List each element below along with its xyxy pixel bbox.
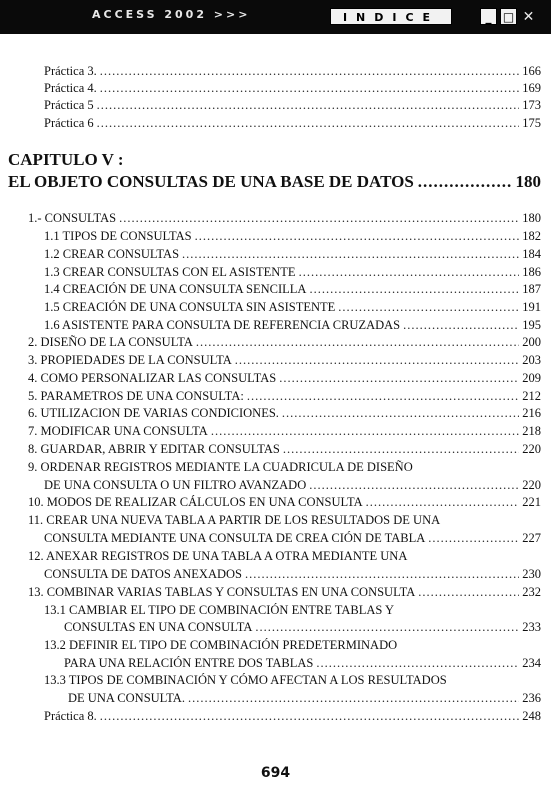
toc-page: 182	[522, 229, 541, 243]
toc-label: 2. DISEÑO DE LA CONSULTA	[28, 335, 193, 349]
toc-page: 234	[522, 656, 541, 670]
toc-entry	[44, 282, 541, 296]
indice-tab[interactable]: INDICE	[330, 8, 452, 25]
toc-entry	[28, 442, 541, 456]
leader-dots	[283, 442, 519, 456]
leader-dots	[245, 567, 519, 581]
toc-label: 7. MODIFICAR UNA CONSULTA	[28, 424, 208, 438]
toc-page: 248	[522, 709, 541, 723]
toc-entry	[28, 389, 541, 403]
toc-label: CONSULTAS EN UNA CONSULTA	[64, 620, 253, 634]
chapter-page: 180	[515, 172, 541, 191]
toc-page: 173	[522, 98, 541, 112]
toc-label: Práctica 3.	[44, 64, 97, 78]
toc-entry	[44, 265, 541, 279]
toc-label: Práctica 4.	[44, 81, 97, 95]
toc-page: 200	[522, 335, 541, 349]
leader-dots	[282, 406, 519, 420]
toc-label: 4. COMO PERSONALIZAR LAS CONSULTAS	[28, 371, 277, 385]
leader-dots	[418, 172, 512, 192]
leader-dots	[403, 318, 519, 332]
leader-dots	[247, 389, 519, 403]
toc-entry	[28, 495, 541, 509]
toc-entry-line1: 12. ANEXAR REGISTROS DE UNA TABLA A OTRA MEDIANTE UNA	[28, 549, 408, 563]
leader-dots	[97, 98, 520, 112]
toc-page: 212	[522, 389, 541, 403]
toc-entry	[64, 656, 541, 670]
toc-label: 1.- CONSULTAS	[28, 211, 117, 225]
leader-dots	[100, 64, 519, 78]
toc-label: 13. COMBINAR VARIAS TABLAS Y CONSULTAS EN UNA CONSULTA	[28, 585, 416, 599]
maximize-icon[interactable]: □	[500, 8, 517, 25]
toc-page: 221	[522, 495, 541, 509]
toc-entry-practica-4	[44, 81, 541, 95]
toc-page: 232	[522, 585, 541, 599]
toc-entry-line1: 13.2 DEFINIR EL TIPO DE COMBINACIÓN PREDETERMINADO	[44, 638, 398, 652]
page-number: 694	[260, 765, 291, 781]
leader-dots	[366, 495, 520, 509]
toc-entry-line1: 13.1 CAMBIAR EL TIPO DE COMBINACIÓN ENTRE TABLAS Y	[44, 603, 395, 617]
toc-label: 5. PARAMETROS DE UNA CONSULTA:	[28, 389, 244, 403]
toc-label: Práctica 8.	[44, 709, 97, 723]
toc-page: 218	[522, 424, 541, 438]
leader-dots	[196, 335, 519, 349]
toc-page: 236	[522, 691, 541, 705]
leader-dots	[428, 531, 519, 545]
leader-dots	[279, 371, 519, 385]
leader-dots	[211, 424, 519, 438]
toc-entry	[28, 406, 541, 420]
toc-entry	[28, 353, 541, 367]
toc-entry	[44, 478, 541, 492]
toc-label: 1.5 CREACIÓN DE UNA CONSULTA SIN ASISTENTE	[44, 300, 336, 314]
toc-page: 166	[522, 64, 541, 78]
toc-entry-practica-5	[44, 98, 541, 112]
chapter-heading	[8, 172, 541, 192]
toc-label: DE UNA CONSULTA.	[68, 691, 185, 705]
toc-page: 187	[522, 282, 541, 296]
toc-label: 1.6 ASISTENTE PARA CONSULTA DE REFERENCIA CRUZADAS	[44, 318, 401, 332]
toc-label: PARA UNA RELACIÓN ENTRE DOS TABLAS	[64, 656, 314, 670]
toc-entry-practica-3	[44, 64, 541, 78]
toc-label: Práctica 5	[44, 98, 94, 112]
toc-label: 10. MODOS DE REALIZAR CÁLCULOS EN UNA CONSULTA	[28, 495, 363, 509]
window-header	[0, 0, 551, 34]
toc-label: 6. UTILIZACION DE VARIAS CONDICIONES.	[28, 406, 279, 420]
toc-page: 191	[522, 300, 541, 314]
toc-entry	[44, 318, 541, 332]
leader-dots	[255, 620, 519, 634]
toc-label: 3. PROPIEDADES DE LA CONSULTA	[28, 353, 232, 367]
toc-entry	[44, 567, 541, 581]
toc-label: 1.4 CREACIÓN DE UNA CONSULTA SENCILLA	[44, 282, 307, 296]
toc-page: 209	[522, 371, 541, 385]
leader-dots	[235, 353, 519, 367]
toc-page: 203	[522, 353, 541, 367]
toc-label: 8. GUARDAR, ABRIR Y EDITAR CONSULTAS	[28, 442, 280, 456]
toc-page: 195	[522, 318, 541, 332]
toc-label: CONSULTA MEDIANTE UNA CONSULTA DE CREA CIÓN DE TABLA	[44, 531, 426, 545]
minimize-icon[interactable]: _	[480, 8, 497, 25]
toc-entry	[68, 691, 541, 705]
toc-page: 186	[522, 265, 541, 279]
toc-label: Práctica 6	[44, 116, 94, 130]
toc-entry-line1: 9. ORDENAR REGISTROS MEDIANTE LA CUADRICULA DE DISEÑO	[28, 460, 413, 474]
leader-dots	[338, 300, 519, 314]
toc-page: 233	[522, 620, 541, 634]
toc-label: 1.1 TIPOS DE CONSULTAS	[44, 229, 192, 243]
book-title: ACCESS 2002 >>>	[92, 8, 251, 21]
leader-dots	[195, 229, 520, 243]
toc-page: 220	[522, 478, 541, 492]
toc-page: 169	[522, 81, 541, 95]
toc-entry-line1: 11. CREAR UNA NUEVA TABLA A PARTIR DE LOS RESULTADOS DE UNA	[28, 513, 441, 527]
chapter-subtitle: EL OBJETO CONSULTAS DE UNA BASE DE DATOS	[8, 172, 414, 191]
leader-dots	[97, 116, 520, 130]
toc-entry	[28, 211, 541, 225]
leader-dots	[309, 478, 519, 492]
toc-label: DE UNA CONSULTA O UN FILTRO AVANZADO	[44, 478, 307, 492]
toc-entry	[44, 247, 541, 261]
toc-entry-practica-6	[44, 116, 541, 130]
toc-entry	[44, 531, 541, 545]
leader-dots	[418, 585, 519, 599]
toc-label: 1.3 CREAR CONSULTAS CON EL ASISTENTE	[44, 265, 296, 279]
toc-page: 175	[522, 116, 541, 130]
toc-entry	[28, 585, 541, 599]
toc-page: 227	[522, 531, 541, 545]
leader-dots	[309, 282, 519, 296]
toc-page: 184	[522, 247, 541, 261]
leader-dots	[100, 81, 519, 95]
leader-dots	[119, 211, 519, 225]
toc-entry	[64, 620, 541, 634]
leader-dots	[316, 656, 519, 670]
toc-entry	[28, 424, 541, 438]
toc-page: 230	[522, 567, 541, 581]
toc-page: 216	[522, 406, 541, 420]
leader-dots	[100, 709, 519, 723]
toc-label: CONSULTA DE DATOS ANEXADOS	[44, 567, 242, 581]
toc-label: 1.2 CREAR CONSULTAS	[44, 247, 180, 261]
toc-entry	[28, 371, 541, 385]
toc-entry-line1: 13.3 TIPOS DE COMBINACIÓN Y CÓMO AFECTAN A LOS RESULTADOS	[44, 673, 447, 687]
leader-dots	[299, 265, 520, 279]
leader-dots	[182, 247, 519, 261]
leader-dots	[188, 691, 519, 705]
toc-entry	[44, 300, 541, 314]
close-icon[interactable]: ✕	[520, 8, 537, 25]
toc-page: 220	[522, 442, 541, 456]
toc-entry	[28, 335, 541, 349]
toc-entry-practica-8	[44, 709, 541, 723]
toc-entry	[44, 229, 541, 243]
toc-page: 180	[522, 211, 541, 225]
chapter-title: CAPITULO V :	[8, 150, 124, 169]
